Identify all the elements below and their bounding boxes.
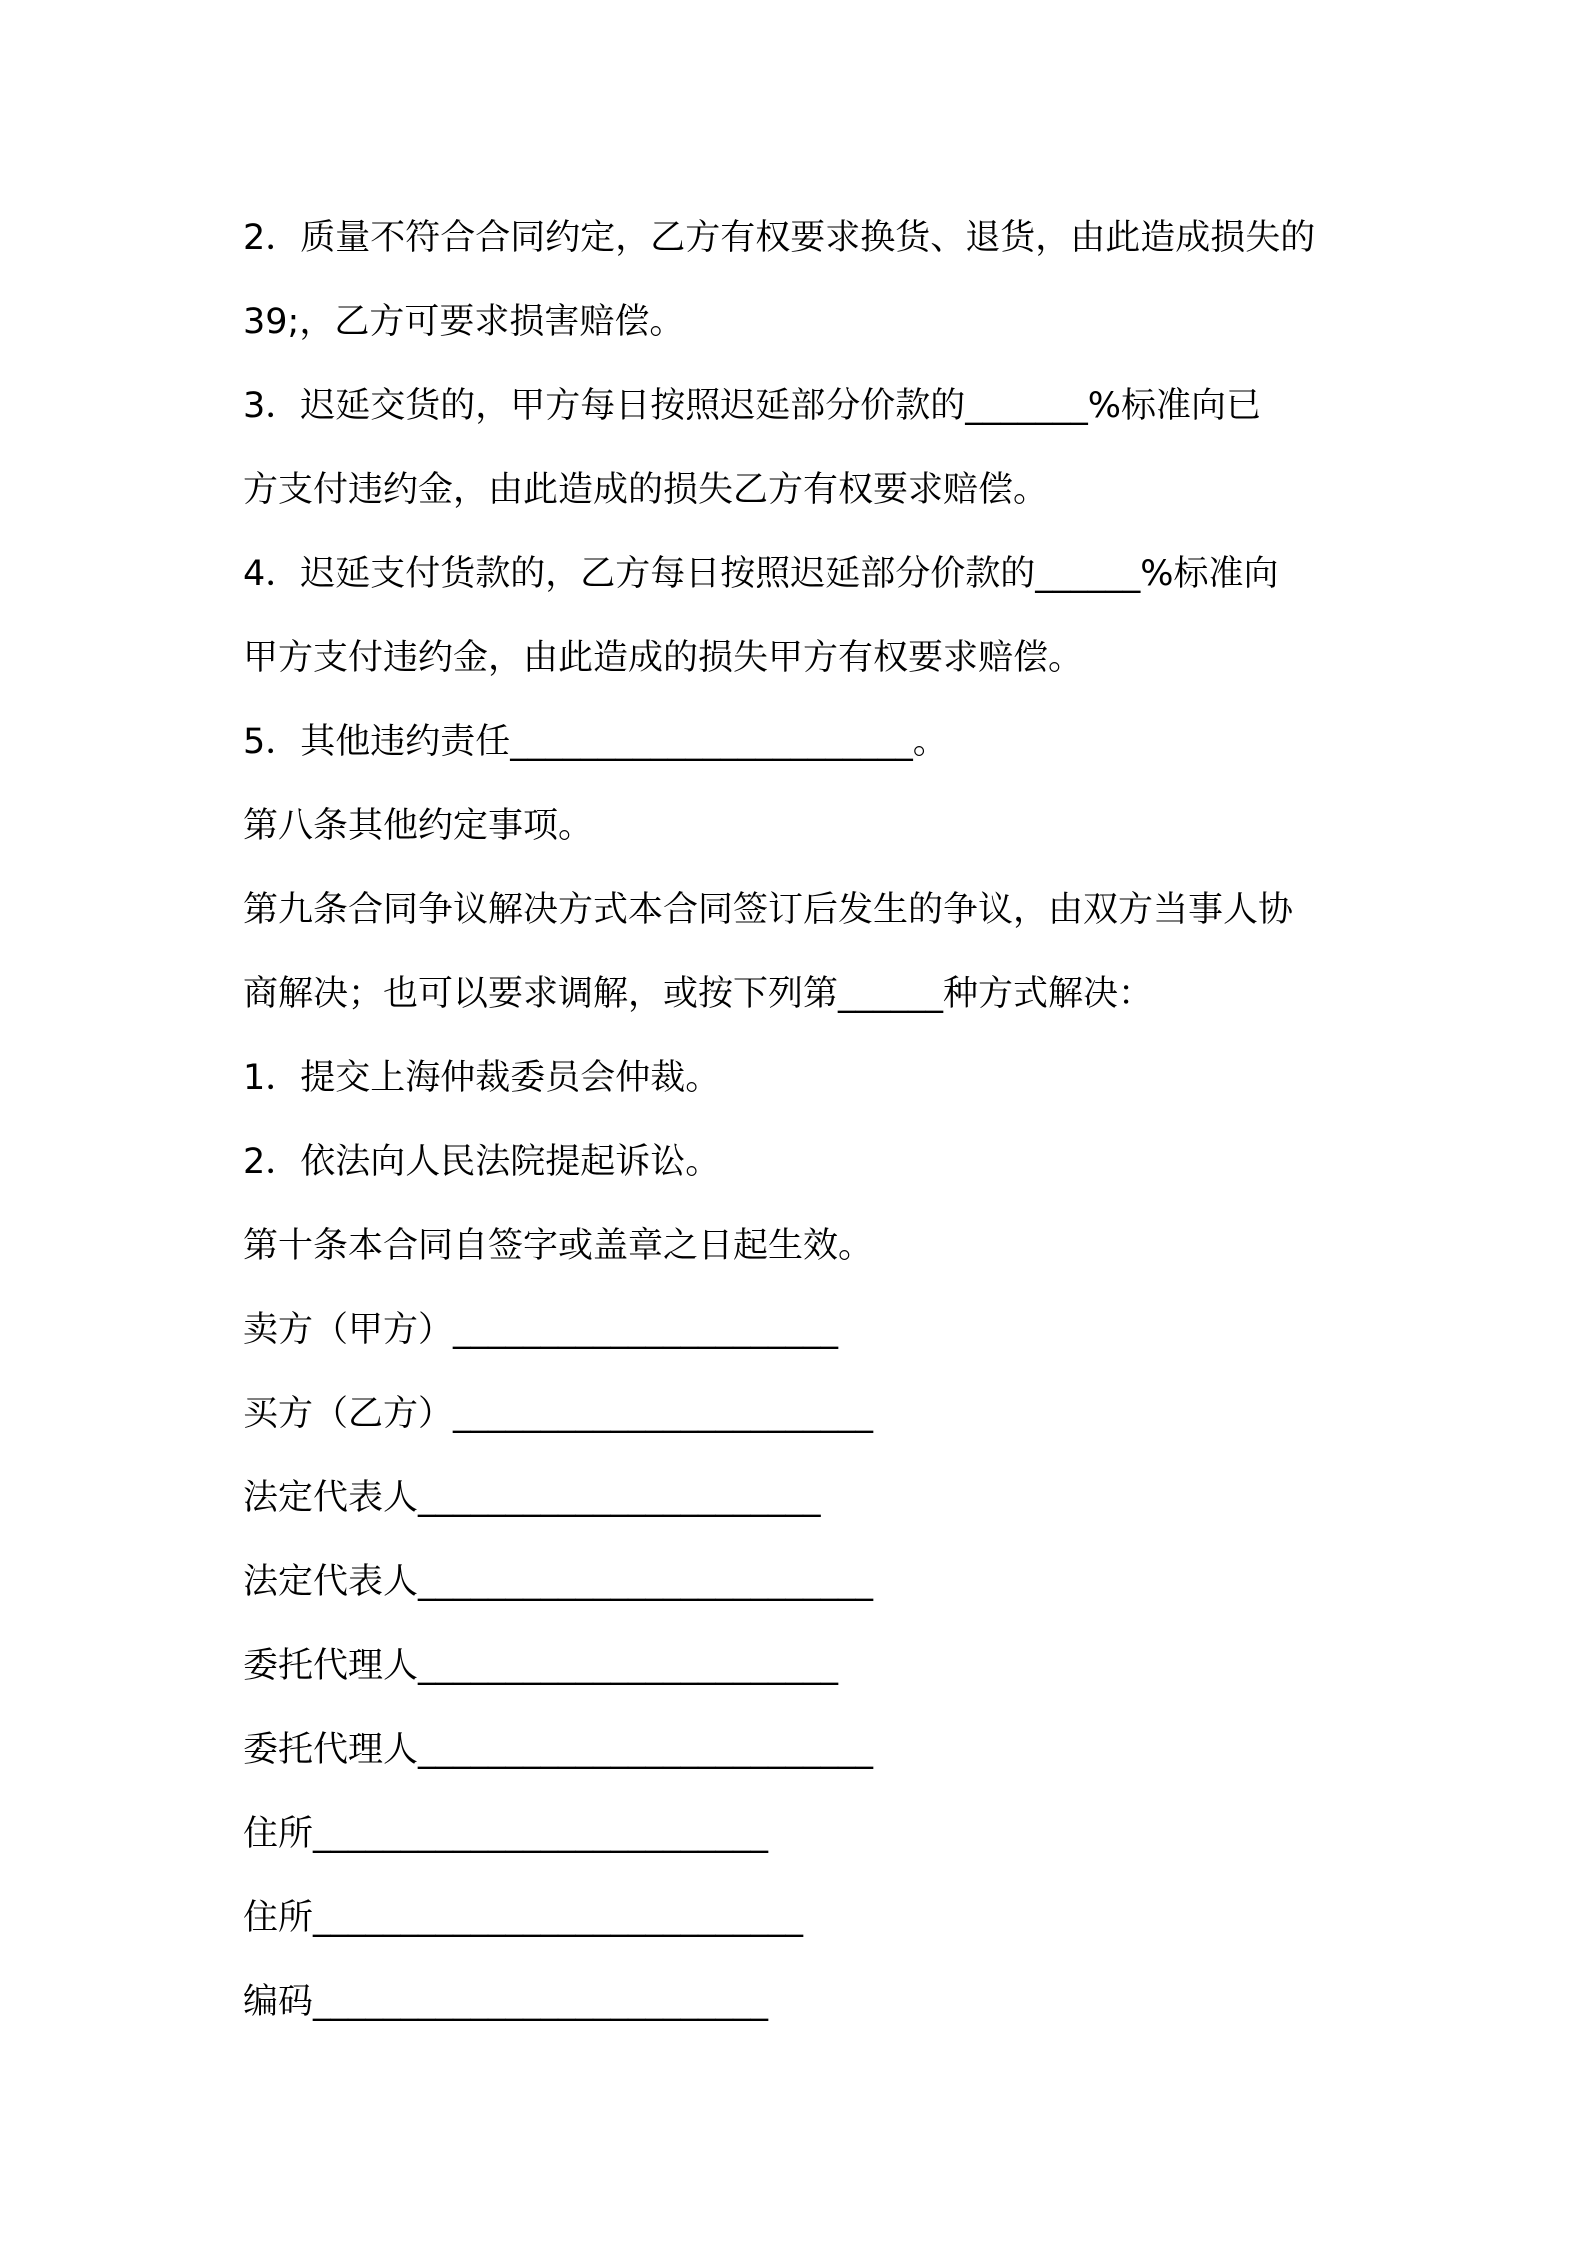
address-seller: 住所__________________________	[243, 1814, 769, 1854]
signature-legal-rep-seller: 法定代表人_______________________	[243, 1478, 821, 1518]
clause-4-late-payment-line-2: 甲方支付违约金，由此造成的损失甲方有权要求赔偿。	[243, 638, 1084, 678]
address-buyer: 住所____________________________	[243, 1898, 804, 1938]
clause-4-late-payment-line-1: 4．迟延支付货款的，乙方每日按照迟延部分价款的______%标准向	[243, 554, 1279, 594]
signature-seller: 卖方（甲方）______________________	[243, 1310, 839, 1350]
article-9-dispute-line-1: 第九条合同争议解决方式本合同签订后发生的争议，由双方当事人协	[243, 890, 1294, 930]
dispute-option-arbitration: 1．提交上海仲裁委员会仲裁。	[243, 1058, 721, 1098]
document-body	[243, 196, 1353, 2044]
dispute-option-litigation: 2．依法向人民法院提起诉讼。	[243, 1142, 721, 1182]
clause-2-quality-line-2: 39;，乙方可要求损害赔偿。	[243, 302, 685, 342]
clause-2-quality-line-1: 2．质量不符合合同约定，乙方有权要求换货、退货，由此造成损失的	[243, 218, 1316, 258]
article-9-dispute-line-2: 商解决；也可以要求调解，或按下列第______种方式解决：	[243, 974, 1154, 1014]
article-8-heading: 第八条其他约定事项。	[243, 806, 594, 846]
postal-code: 编码__________________________	[243, 1982, 769, 2022]
clause-3-late-delivery-line-2: 方支付违约金，由此造成的损失乙方有权要求赔偿。	[243, 470, 1049, 510]
signature-legal-rep-buyer: 法定代表人__________________________	[243, 1562, 874, 1602]
clause-5-other-liability: 5．其他违约责任_______________________。	[243, 722, 948, 762]
signature-agent-seller: 委托代理人________________________	[243, 1646, 839, 1686]
clause-3-late-delivery-line-1: 3．迟延交货的，甲方每日按照迟延部分价款的_______%标准向已	[243, 386, 1262, 426]
signature-buyer: 买方（乙方）________________________	[243, 1394, 874, 1434]
article-10-effectiveness: 第十条本合同自签字或盖章之日起生效。	[243, 1226, 874, 1266]
signature-agent-buyer: 委托代理人__________________________	[243, 1730, 874, 1770]
